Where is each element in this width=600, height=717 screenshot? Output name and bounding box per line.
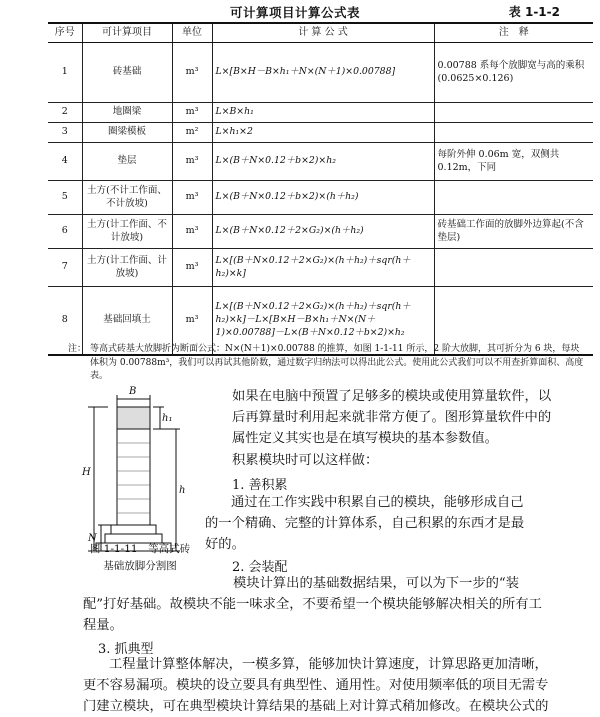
label-h1: h₁ bbox=[162, 413, 173, 424]
text-line: 如果在电脑中预置了足够多的模块或使用算量软件，以 bbox=[232, 389, 552, 404]
paragraph-5 bbox=[83, 654, 598, 717]
table-row bbox=[48, 181, 593, 215]
row-no: 6 bbox=[48, 215, 82, 249]
row-unit: m² bbox=[172, 123, 212, 143]
header-formula: 计 算 公 式 bbox=[212, 23, 434, 43]
table-title-bar bbox=[0, 2, 600, 20]
table-header-row bbox=[48, 23, 593, 43]
label-n: N bbox=[88, 533, 97, 544]
text-line: 通过在工作实践中积累自己的模块，能够形成自己 bbox=[231, 495, 524, 510]
header-no: 序号 bbox=[48, 23, 82, 43]
text-line: 的一个精确、完整的计算体系，自己积累的东西才是最 bbox=[205, 516, 525, 531]
paragraph-3 bbox=[205, 492, 597, 555]
caption-line-2: 基础放脚分割图 bbox=[103, 560, 177, 572]
row-no: 4 bbox=[48, 143, 82, 181]
section-heading-2: 2. 会装配 bbox=[232, 560, 288, 575]
text-line: 门建立模块，可在典型模块计算结果的基础上对计算式稍加修改。在模块公式的 bbox=[83, 699, 549, 714]
row-unit: m³ bbox=[172, 143, 212, 181]
row-no: 7 bbox=[48, 249, 82, 287]
row-note bbox=[434, 249, 593, 287]
paragraph-4 bbox=[83, 573, 598, 636]
row-formula: L×[B×H－B×h₁＋N×(N＋1)×0.00788] bbox=[212, 43, 434, 103]
text-line: 程量。 bbox=[83, 618, 123, 633]
footnote-text: 等高式砖基大放脚折为断面公式：N×(N＋1)×0.00788 的推算，如图 1-1-11 所示，2 阶大放脚，其可折分为 6 块，每块体积为 0.00788m³，我们可以再试其他阶数，通过数字归纳法可以得出此公式。使用此公式我们可以不用查折算面积、高度表。 bbox=[90, 344, 584, 381]
row-unit: m³ bbox=[172, 287, 212, 355]
row-no: 8 bbox=[48, 287, 82, 355]
text-line: 属性定义其实也是在填写模块的基本参数值。 bbox=[232, 431, 498, 446]
footnote-label: 注： bbox=[68, 344, 87, 354]
row-item: 垫层 bbox=[82, 143, 172, 181]
table-title: 可计算项目计算公式表 bbox=[230, 5, 361, 20]
row-no: 2 bbox=[48, 103, 82, 123]
row-item: 地圈梁 bbox=[82, 103, 172, 123]
row-unit: m³ bbox=[172, 215, 212, 249]
text-line: 模块计算出的基础数据结果，可以为下一步的“装 bbox=[233, 576, 520, 591]
paragraph-1 bbox=[232, 386, 598, 449]
row-unit: m³ bbox=[172, 43, 212, 103]
row-formula: L×[(B＋N×0.12＋2×G₂)×(h＋h₂)＋sqr(h＋h₂)×k] bbox=[212, 249, 434, 287]
row-formula: L×h₁×2 bbox=[212, 123, 434, 143]
table-row bbox=[48, 143, 593, 181]
label-h-total: H bbox=[82, 467, 91, 478]
header-unit: 单位 bbox=[172, 23, 212, 43]
row-note bbox=[434, 181, 593, 215]
row-unit: m³ bbox=[172, 181, 212, 215]
figure-caption bbox=[50, 541, 230, 575]
label-h: h bbox=[179, 485, 186, 496]
text-line: 后再算量时利用起来就非常方便了。图形算量软件中的 bbox=[232, 410, 552, 425]
table-row bbox=[48, 249, 593, 287]
row-formula: L×(B＋N×0.12＋b×2)×h₂ bbox=[212, 143, 434, 181]
row-note: 0.00788 系每个放脚宽与高的乘积(0.0625×0.126) bbox=[434, 43, 593, 103]
text-line: 好的。 bbox=[205, 537, 245, 552]
table-row bbox=[48, 215, 593, 249]
row-formula: L×(B＋N×0.12＋b×2)×(h＋h₂) bbox=[212, 181, 434, 215]
row-unit: m³ bbox=[172, 249, 212, 287]
row-no: 5 bbox=[48, 181, 82, 215]
section-heading-1: 1. 善积累 bbox=[232, 478, 288, 493]
header-item: 可计算项目 bbox=[82, 23, 172, 43]
row-item: 土方(不计工作面、不计放坡) bbox=[82, 181, 172, 215]
text-line: 配”打好基础。故模块不能一味求全，不要希望一个模块能够解决相关的所有工 bbox=[83, 597, 542, 612]
table-row bbox=[48, 103, 593, 123]
row-note bbox=[434, 103, 593, 123]
header-note: 注 释 bbox=[434, 23, 593, 43]
row-item: 圈梁模板 bbox=[82, 123, 172, 143]
row-item: 土方(计工作面、计放坡) bbox=[82, 249, 172, 287]
text-line: 工程量计算整体解决，一模多算，能够加快计算速度，计算思路更加清晰， bbox=[109, 657, 548, 672]
row-note: 砖基础工作面的放脚外边算起(不含垫层) bbox=[434, 215, 593, 249]
table-number: 表 1-1-2 bbox=[508, 5, 560, 19]
row-note bbox=[434, 123, 593, 143]
row-formula: L×B×h₁ bbox=[212, 103, 434, 123]
table-row bbox=[48, 123, 593, 143]
row-unit: m³ bbox=[172, 103, 212, 123]
paragraph-2: 积累模块时可以这样做： bbox=[232, 453, 379, 468]
table-row bbox=[48, 43, 593, 103]
formula-table bbox=[48, 22, 593, 356]
row-note: 每阶外伸 0.06m 宽，双侧共 0.12m，下同 bbox=[434, 143, 593, 181]
row-formula: L×(B＋N×0.12＋2×G₂)×(h＋h₂) bbox=[212, 215, 434, 249]
table-footnote bbox=[68, 343, 588, 384]
text-line: 更不容易漏项。模块的设立要具有典型性、通用性。对使用频率低的项目无需专 bbox=[83, 678, 549, 693]
row-formula: L×[(B＋N×0.12＋2×G₂)×(h＋h₂)＋sqr(h＋h₂)×k]－L×[B×H－B×h₁＋N×(N＋1)×0.00788]－L×(B＋N×0.12＋b×2)×h₂ bbox=[212, 287, 434, 355]
caption-line-1: 图 1-1-11 等高式砖 bbox=[89, 543, 191, 555]
section-heading-3: 3. 抓典型 bbox=[98, 642, 154, 657]
label-b: B bbox=[129, 386, 137, 397]
row-item: 砖基础 bbox=[82, 43, 172, 103]
row-item: 基础回填土 bbox=[82, 287, 172, 355]
row-item: 土方(计工作面、不计放坡) bbox=[82, 215, 172, 249]
row-no: 3 bbox=[48, 123, 82, 143]
row-no: 1 bbox=[48, 43, 82, 103]
